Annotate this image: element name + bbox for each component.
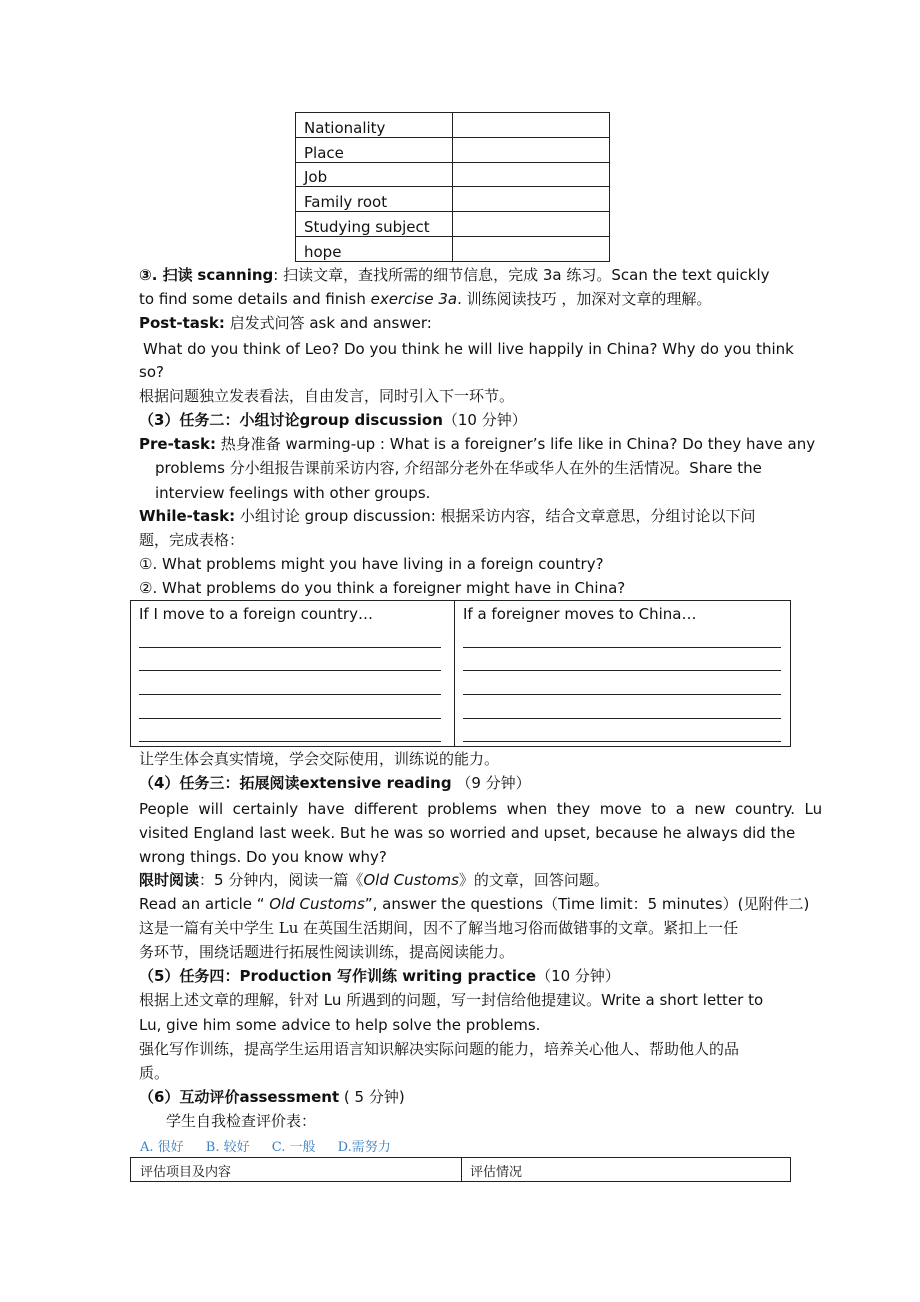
while-task-label: While-task:: [139, 507, 236, 525]
task2-title: （3）任务二：小组讨论: [139, 411, 300, 429]
answer-line[interactable]: [139, 718, 441, 719]
task3-time: （9 分钟）: [451, 774, 531, 792]
nationality-label: Nationality: [296, 113, 453, 138]
task3-title: （4）任务三：拓展阅读: [139, 774, 300, 792]
scanning-keyword: scanning: [197, 266, 274, 284]
scanning-line-2: [139, 288, 711, 310]
task2-keyword: group discussion: [299, 411, 443, 429]
note-4-line-2: 质。: [139, 1064, 170, 1082]
read-article-text: Read an article “: [139, 895, 270, 913]
hope-cell[interactable]: [453, 236, 610, 261]
read-article-line: [139, 893, 809, 915]
place-cell[interactable]: [453, 137, 610, 162]
task4-heading: [139, 965, 620, 987]
note-2: 让学生体会真实情境，学会交际使用，训练说的能力。: [139, 750, 500, 768]
column-2-header: If a foreigner moves to China…: [463, 605, 697, 623]
article-title: Old Customs: [269, 895, 365, 913]
info-table: [295, 112, 610, 262]
table-row: [296, 137, 610, 162]
task5-time: ( 5 分钟): [339, 1088, 405, 1106]
timed-reading-label: 限时阅读: [139, 871, 200, 889]
answer-line[interactable]: [463, 718, 781, 719]
note-3-line-1: 这是一篇有关中学生 Lu 在英国生活期间，因不了解当地习俗而做错事的文章。紧扣上一任: [139, 919, 739, 937]
scanning-desc: : 扫读文章，查找所需的细节信息，完成 3a 练习。Scan the text quickly: [273, 266, 770, 284]
assessment-table: [130, 1157, 791, 1182]
assessment-item-header: 评估项目及内容: [140, 1165, 232, 1180]
nationality-cell[interactable]: [453, 113, 610, 138]
pre-task-line-3: interview feelings with other groups.: [155, 484, 431, 502]
column-1-header: If I move to a foreign country…: [139, 605, 373, 623]
answer-line[interactable]: [463, 670, 781, 671]
task3-keyword: extensive reading: [299, 774, 452, 792]
table-row: [296, 162, 610, 187]
question-line-1: What do you think of Leo? Do you think he will live happily in China? Why do you think: [143, 340, 794, 358]
pre-task-line-2: problems 分小组报告课前采访内容, 介绍部分老外在华或华人在外的生活情况。Share the: [155, 459, 762, 477]
task4-title: （5）任务四：: [139, 967, 240, 985]
scanning-desc-2: to find some details and finish: [139, 290, 366, 308]
answer-line[interactable]: [139, 741, 441, 742]
self-check-title: 学生自我检查评价表：: [166, 1112, 317, 1130]
post-task-line: [139, 312, 432, 334]
rating-d: D.需努力: [337, 1140, 391, 1155]
table-row: [296, 212, 610, 237]
scanning-line-1: [139, 264, 770, 286]
discussion-column-1: [131, 601, 455, 746]
task5-keyword: assessment: [239, 1088, 340, 1106]
task4-keyword: Production 写作训练 writing practice: [239, 967, 537, 985]
assessment-status-header: 评估情况: [470, 1165, 523, 1180]
writing-line-1: 根据上述文章的理解，针对 Lu 所遇到的问题，写一封信给他提建议。Write a short letter to: [139, 991, 764, 1009]
paragraph-line-3: wrong things. Do you know why?: [139, 848, 387, 866]
rating-c: C. 一般: [271, 1140, 316, 1155]
assessment-column-1: [131, 1158, 462, 1181]
studying-subject-label: Studying subject: [296, 212, 453, 237]
note-3-line-2: 务环节，围绕话题进行拓展性阅读训练，提高阅读能力。: [139, 943, 515, 961]
discussion-column-2: [455, 601, 790, 746]
pre-task-text-1: 热身准备 warming-up : What is a foreigner’s life like in China? Do they have any: [216, 435, 816, 453]
task5-heading: [139, 1086, 405, 1108]
rating-a: A. 很好: [140, 1140, 184, 1155]
table-row: [296, 113, 610, 138]
scanning-step: ③. 扫读: [139, 266, 193, 284]
family-root-cell[interactable]: [453, 187, 610, 212]
discussion-question-1: ①. What problems might you have living in a foreign country?: [139, 555, 604, 573]
rating-b: B. 较好: [205, 1140, 250, 1155]
rating-scale: [140, 1136, 409, 1155]
timed-reading-end: 》的文章，回答问题。: [458, 871, 609, 889]
exercise-ref: exercise 3a: [370, 290, 458, 308]
read-article-end: ”, answer the questions（Time limit：5 minutes）(见附件二): [364, 895, 810, 913]
hope-label: hope: [296, 236, 453, 261]
task4-time: （10 分钟）: [536, 967, 620, 985]
table-row: [296, 236, 610, 261]
task2-heading: [139, 409, 527, 431]
family-root-label: Family root: [296, 187, 453, 212]
scanning-desc-3: . 训练阅读技巧 ，加深对文章的理解。: [457, 290, 712, 308]
task3-heading: [139, 772, 531, 794]
answer-line[interactable]: [139, 694, 441, 695]
discussion-table: [130, 600, 791, 747]
answer-line[interactable]: [463, 741, 781, 742]
paragraph-line-2: visited England last week. But he was so worried and upset, because he always did the: [139, 824, 796, 842]
question-line-2: so?: [139, 363, 164, 381]
post-task-label: Post-task:: [139, 314, 225, 332]
task2-time: （10 分钟）: [442, 411, 527, 429]
timed-reading-line: [139, 869, 609, 891]
table-row: [296, 187, 610, 212]
answer-line[interactable]: [139, 670, 441, 671]
while-task-line-2: 题，完成表格：: [139, 531, 245, 549]
answer-line[interactable]: [139, 647, 441, 648]
studying-subject-cell[interactable]: [453, 212, 610, 237]
job-cell[interactable]: [453, 162, 610, 187]
post-task-text: 启发式问答 ask and answer:: [224, 314, 432, 332]
writing-line-2: Lu, give him some advice to help solve the problems.: [139, 1016, 541, 1034]
paragraph-line-1: People will certainly have different problems when they move to a new country. Lu: [139, 800, 823, 818]
answer-line[interactable]: [463, 694, 781, 695]
while-task-text-1: 小组讨论 group discussion: 根据采访内容，结合文章意思，分组讨论以下问: [235, 507, 756, 525]
answer-line[interactable]: [463, 647, 781, 648]
pre-task-label: Pre-task:: [139, 435, 216, 453]
note-1: 根据问题独立发表看法，自由发言，同时引入下一环节。: [139, 387, 515, 405]
timed-reading-text: ：5 分钟内，阅读一篇《: [199, 871, 364, 889]
article-title: Old Customs: [363, 871, 459, 889]
task5-title: （6）互动评价: [139, 1088, 240, 1106]
pre-task-line-1: [139, 433, 815, 455]
job-label: Job: [296, 162, 453, 187]
place-label: Place: [296, 137, 453, 162]
while-task-line-1: [139, 505, 756, 527]
discussion-question-2: ②. What problems do you think a foreigner might have in China?: [139, 579, 626, 597]
note-4-line-1: 强化写作训练，提高学生运用语言知识解决实际问题的能力，培养关心他人、帮助他人的品: [139, 1040, 740, 1058]
